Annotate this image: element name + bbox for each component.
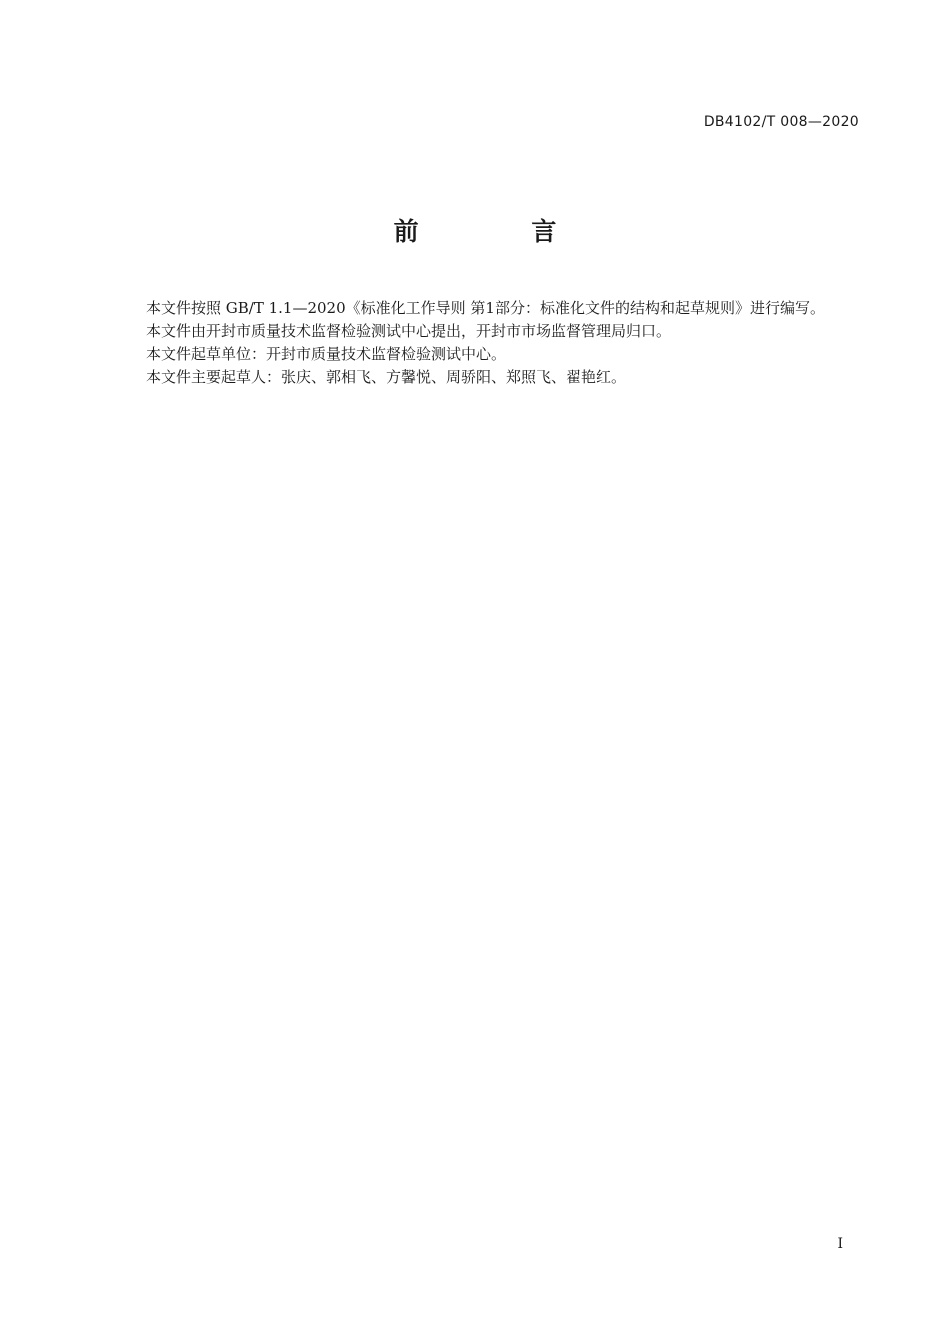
paragraph-drafters: 本文件主要起草人：张庆、郭相飞、方馨悦、周骄阳、郑照飞、翟艳红。: [146, 368, 627, 386]
page-title: 前 言: [393, 217, 609, 246]
paragraph-drafting-unit: 本文件起草单位：开封市质量技术监督检验测试中心。: [146, 345, 507, 363]
foreword-body: [114, 297, 856, 389]
paragraph-proposer: 本文件由开封市质量技术监督检验测试中心提出，开封市市场监督管理局归口。: [146, 322, 672, 340]
paragraph-drafting-rules: 本文件按照 GB/T 1.1—2020《标准化工作导则 第1部分：标准化文件的结构和起草规则》进行编写。: [146, 299, 825, 317]
page-number: I: [837, 1236, 843, 1252]
document-code: DB4102/T 008—2020: [703, 114, 859, 130]
